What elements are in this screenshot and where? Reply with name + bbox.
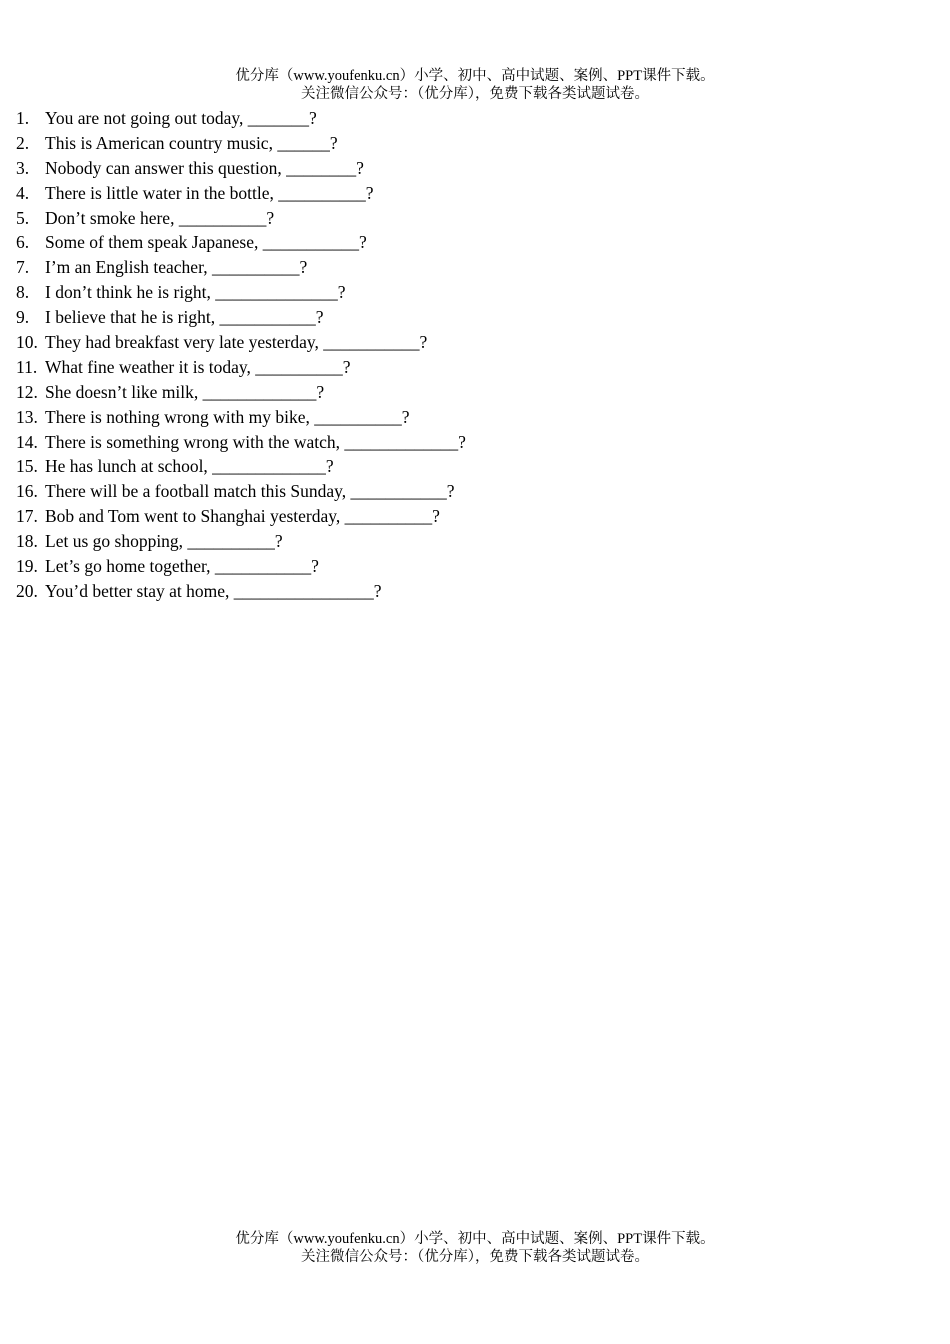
exercise-item-1: [16, 106, 916, 131]
exercise-text: Some of them speak Japanese, ___________?: [45, 232, 367, 253]
exercise-item-19: [16, 554, 916, 579]
exercise-item-6: [16, 230, 916, 255]
page-footer: [0, 1230, 950, 1266]
exercise-text: You’d better stay at home, ________________?: [45, 580, 382, 601]
header-line-2: 关注微信公众号：（优分库），免费下载各类试题试卷。: [301, 86, 649, 102]
exercise-item-17: [16, 504, 916, 529]
exercise-number: 7.: [16, 257, 30, 278]
exercise-item-13: [16, 405, 916, 430]
exercise-text: You are not going out today, _______?: [45, 108, 317, 128]
footer-line-1: 优分库（www.youfenku.cn）小学、初中、高中试题、案例、PPT课件下载。: [235, 1231, 715, 1247]
exercise-text: I’m an English teacher, __________?: [45, 257, 308, 278]
exercise-number: 8.: [16, 282, 30, 303]
exercise-text: Let’s go home together, ___________?: [45, 556, 319, 577]
exercise-number: 1.: [16, 108, 30, 128]
exercise-item-3: [16, 156, 916, 181]
exercise-number: 16.: [16, 481, 38, 502]
exercise-text: What fine weather it is today, __________?: [45, 356, 351, 377]
exercise-text: There is little water in the bottle, __________?: [45, 182, 374, 203]
exercise-number: 11.: [16, 356, 38, 377]
exercise-number: 13.: [16, 406, 38, 427]
exercise-text: He has lunch at school, _____________?: [45, 456, 334, 477]
exercise-text: There is something wrong with the watch, _____________?: [45, 431, 466, 452]
exercise-text: Bob and Tom went to Shanghai yesterday, __________?: [45, 506, 440, 527]
exercise-item-2: [16, 131, 916, 156]
exercise-number: 14.: [16, 431, 38, 452]
exercise-item-4: [16, 181, 916, 206]
exercise-item-10: [16, 330, 916, 355]
exercise-number: 3.: [16, 157, 30, 178]
exercise-text: Let us go shopping, __________?: [45, 531, 283, 552]
exercise-number: 19.: [16, 556, 38, 577]
exercise-number: 12.: [16, 381, 38, 402]
exercise-item-12: [16, 380, 916, 405]
exercise-number: 15.: [16, 456, 38, 477]
header-line-1: 优分库（www.youfenku.cn）小学、初中、高中试题、案例、PPT课件下载。: [235, 68, 715, 84]
exercise-number: 20.: [16, 580, 38, 601]
exercise-text: I don’t think he is right, ______________?: [45, 282, 346, 303]
exercise-item-5: [16, 206, 916, 231]
exercise-number: 2.: [16, 132, 30, 153]
exercise-number: 6.: [16, 232, 30, 253]
exercise-number: 18.: [16, 531, 38, 552]
page-header: [0, 67, 950, 103]
exercise-text: There will be a football match this Sunday, ___________?: [45, 481, 455, 502]
exercise-item-7: [16, 255, 916, 280]
exercise-item-15: [16, 454, 916, 479]
exercise-text: Nobody can answer this question, ________?: [45, 157, 364, 178]
exercise-number: 4.: [16, 182, 30, 203]
exercise-item-14: [16, 430, 916, 455]
exercise-list: [16, 106, 916, 604]
exercise-item-9: [16, 305, 916, 330]
exercise-item-11: [16, 355, 916, 380]
exercise-text: Don’t smoke here, __________?: [45, 207, 275, 228]
exercise-number: 9.: [16, 307, 30, 328]
exercise-item-18: [16, 529, 916, 554]
exercise-text: I believe that he is right, ___________?: [45, 307, 324, 328]
exercise-item-8: [16, 280, 916, 305]
exercise-text: There is nothing wrong with my bike, __________?: [45, 406, 410, 427]
exercise-item-16: [16, 479, 916, 504]
exercise-text: This is American country music, ______?: [45, 132, 338, 153]
exercise-text: They had breakfast very late yesterday, ___________?: [45, 332, 428, 353]
exercise-number: 17.: [16, 506, 38, 527]
exercise-text: She doesn’t like milk, _____________?: [45, 381, 325, 402]
exercise-number: 10.: [16, 332, 38, 353]
exercise-number: 5.: [16, 207, 30, 228]
footer-line-2: 关注微信公众号：（优分库），免费下载各类试题试卷。: [301, 1249, 649, 1265]
exercise-item-20: [16, 579, 916, 604]
